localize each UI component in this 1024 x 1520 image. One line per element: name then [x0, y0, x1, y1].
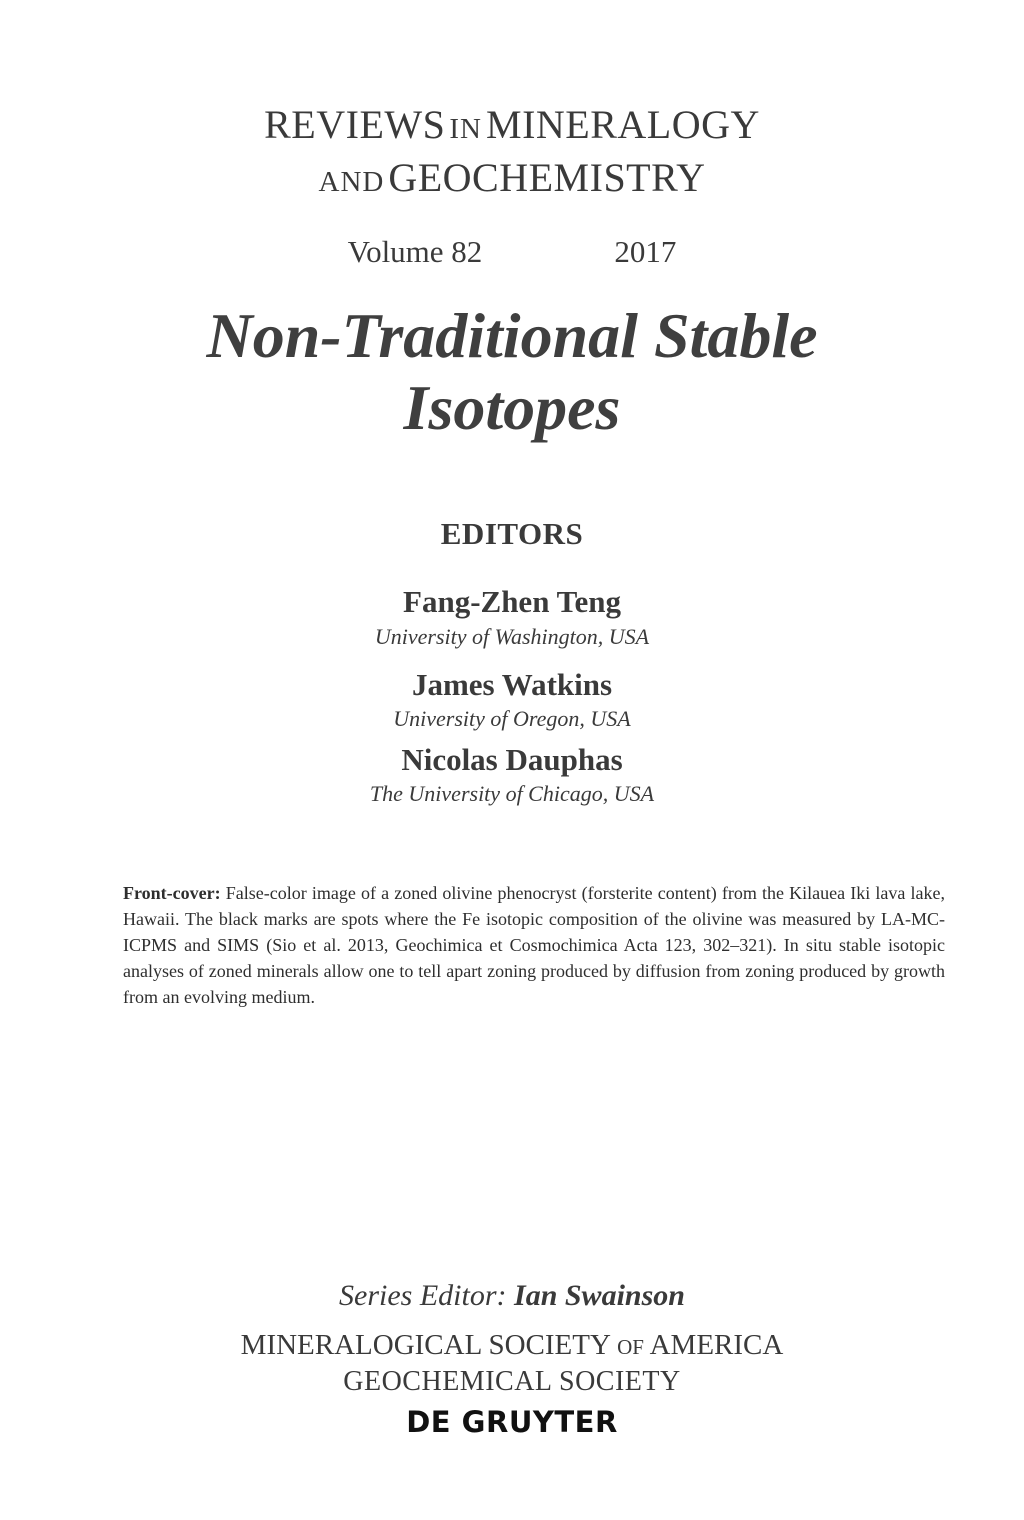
society-name-part-3: AMERICA	[649, 1329, 784, 1361]
editor-affiliation: University of Oregon, USA	[393, 706, 631, 731]
society-name-part-1: MINERALOGICAL SOCIETY	[240, 1329, 610, 1361]
series-editor-line	[0, 1278, 1024, 1314]
society-name-part-of: OF	[617, 1335, 644, 1359]
front-cover-caption	[123, 880, 945, 1010]
volume-label: Volume 82	[347, 234, 483, 269]
series-title-line-1	[0, 100, 1024, 159]
series-title-word-and: AND	[318, 166, 385, 198]
book-title-line-2: Isotopes	[403, 372, 621, 443]
society-line-1	[0, 1326, 1024, 1366]
book-title-line-1: Non-Traditional Stable	[206, 300, 818, 371]
series-title-word-in: IN	[449, 113, 482, 145]
series-title-line-2	[0, 153, 1024, 212]
series-editor-name: Ian Swainson	[514, 1279, 685, 1312]
editor-name: Fang-Zhen Teng	[403, 584, 621, 619]
editor-name: James Watkins	[411, 667, 613, 702]
series-title-word-geochemistry: GEOCHEMISTRY	[388, 155, 706, 200]
society-line-2: GEOCHEMICAL SOCIETY	[343, 1366, 681, 1397]
front-cover-label: Front-cover:	[123, 883, 221, 903]
editors-heading: EDITORS	[440, 516, 584, 551]
book-title	[0, 300, 1024, 444]
front-cover-text: False-color image of a zoned olivine phenocryst (forsterite content) from the Kilauea Iki lava lake, Hawaii. The black marks are spots where the Fe isotopic composition of the olivine was measured by LA-MC-ICPMS and SIMS (Sio et al. 2013, Geochimica et Cosmochimica Acta 123, 302–321). In situ stable isotopic analyses of zoned minerals allow one to tell apart zoning produced by diffusion from zoning produced by growth from an evolving medium.	[123, 883, 946, 1007]
editor-name: Nicolas Dauphas	[401, 742, 623, 777]
volume-year: 2017	[614, 234, 677, 269]
editor-affiliation: University of Washington, USA	[374, 624, 650, 649]
series-title-word-mineralogy: MINERALOGY	[486, 102, 760, 147]
series-editor-label: Series Editor:	[339, 1279, 507, 1312]
editor-affiliation: The University of Chicago, USA	[369, 781, 655, 806]
volume-row	[0, 232, 1024, 272]
series-title-word-reviews: REVIEWS	[264, 102, 446, 147]
publisher-logo-text: DE GRUYTER	[406, 1405, 618, 1439]
